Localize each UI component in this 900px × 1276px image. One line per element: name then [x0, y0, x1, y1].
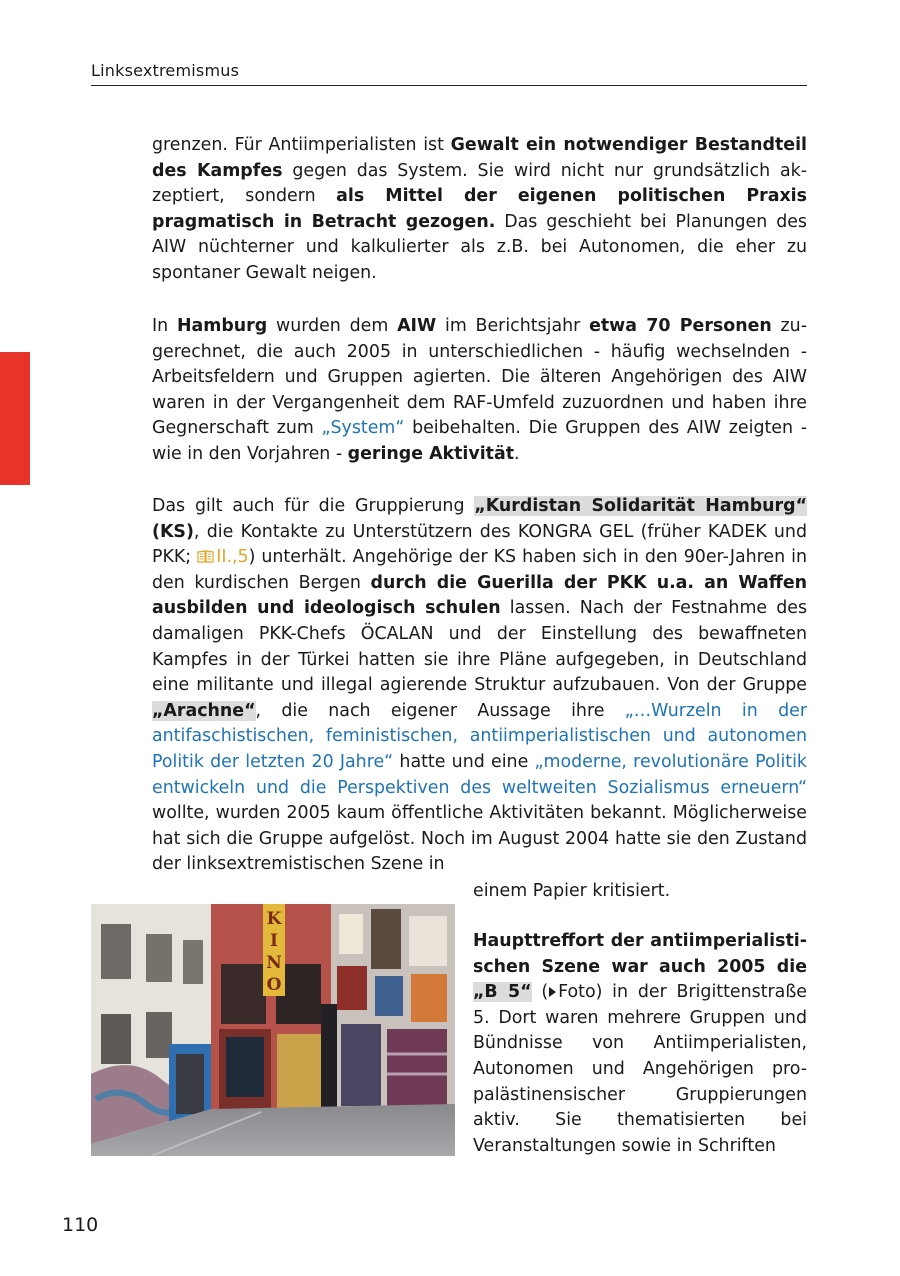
svg-text:I: I — [270, 931, 278, 951]
paragraph-hamburg-aiw: In Hamburg wurden dem AIW im Berichtsjahr etwa 70 Personen zugerechnet, die auch 2005 in unterschiedlichen - häufig wechselnden - Arbeitsfeldern und Gruppen agierten. Die älteren Angehörigen des AIW waren in der Vergangenheit dem RAF-Umfeld zuzuordnen und haben ihre Gegnerschaft zum „System“ beibehalten. Die Gruppen des AIW zeigten - wie in den Vorjahren - geringe Aktivität. — [152, 316, 807, 464]
paragraph-kurdistan-arachne: Das gilt auch für die Gruppierung „Kurdistan Solidarität Hamburg“ (KS), die Kontakte zu Unterstützern des KONGRA GEL (früher KADEK und PKK; II.,5) unterhält. Angehörige der KS haben sich in den 90er-Jahren in den kurdischen Bergen durch die Guerilla der PKK u.a. an Waffen ausbilden und ideologisch schulen lassen. Nach der Festnahme des damaligen PKK-Chefs ÖCALAN und der Einstellung des bewaffneten Kampfes in der Türkei hatten sie ihre Pläne aufgegeben, in Deutschland eine militante und illegal agierende Struktur aufzubauen. Von der Gruppe „Arachne“, die nach eigener Aussage ihre „…Wurzeln in der antifaschistischen, feministischen, antiimperialistischen und autonomen Politik der letzten 20 Jahre“ hatte und eine „moderne, revolutionäre Politik entwickeln und die Perspektiven des weltweiten Sozialismus erneuern“ wollte, wurden 2005 kaum öffentliche Aktivitäten bekannt. Möglicherweise hat sich die Gruppe aufgelöst. Noch im August 2004 hatte sie den Zustand der linksextremistischen Szene in — [152, 496, 808, 875]
highlight-kurdistan-solidaritaet: „Kurdistan Solidarität Hamburg“ — [474, 496, 807, 516]
highlight-b5: „B 5“ — [473, 982, 532, 1003]
svg-text:O: O — [266, 975, 282, 995]
paragraph-tail-line: einem Papier kritisiert. — [473, 881, 671, 901]
street-photo-b5 — [91, 904, 455, 1156]
chapter-thumb-tab — [0, 352, 30, 485]
quote-wurzeln: „…Wurzeln in der antifaschistischen, feministischen, antiimperialistischen und autonomen Politik der letzten 20 Jahre“ — [152, 700, 807, 772]
page-number: 110 — [62, 1214, 99, 1236]
triangle-pointer-icon — [549, 987, 556, 997]
highlight-arachne: „Arachne“ — [152, 700, 256, 721]
paragraph-gewalt: grenzen. Für Antiimperialisten ist Gewalt ein notwendiger Bestandteil des Kampfes gegen das System. Sie wird nicht nur grundsätzlich akzeptiert, sondern als Mittel der eigenen politischen Praxis pragmatisch in Betracht gezogen. Das geschieht bei Planungen des AIW nüchterner und kalkulierter als z.B. bei Autonomen, die eher zu spontaner Gewalt neigen. — [152, 135, 807, 283]
svg-text:N: N — [266, 953, 282, 973]
quote-moderne-politik: „moderne, revolutionäre Politik entwickeln und die Perspektiven des weltweiten Sozialismus erneuern“ — [152, 751, 808, 798]
book-icon — [197, 550, 214, 563]
cross-reference[interactable]: II.,5 — [197, 547, 248, 567]
running-head: Linksextremismus — [91, 60, 807, 86]
kino-sign-text: K — [266, 909, 282, 929]
quote-system: „System“ — [321, 418, 405, 439]
paragraph-b5-treffort: Haupttreffort der antiimperialistischen Szene war auch 2005 die „B 5“ ( Foto) in der Brigittenstraße 5. Dort waren mehrere Gruppen und Bündnisse von Antiimperialisten, Autonomen und Angehörigen pro-palästinensischer Gruppierungen aktiv. Sie thematisierten bei Veranstaltungen sowie in Schriften — [473, 931, 807, 1156]
